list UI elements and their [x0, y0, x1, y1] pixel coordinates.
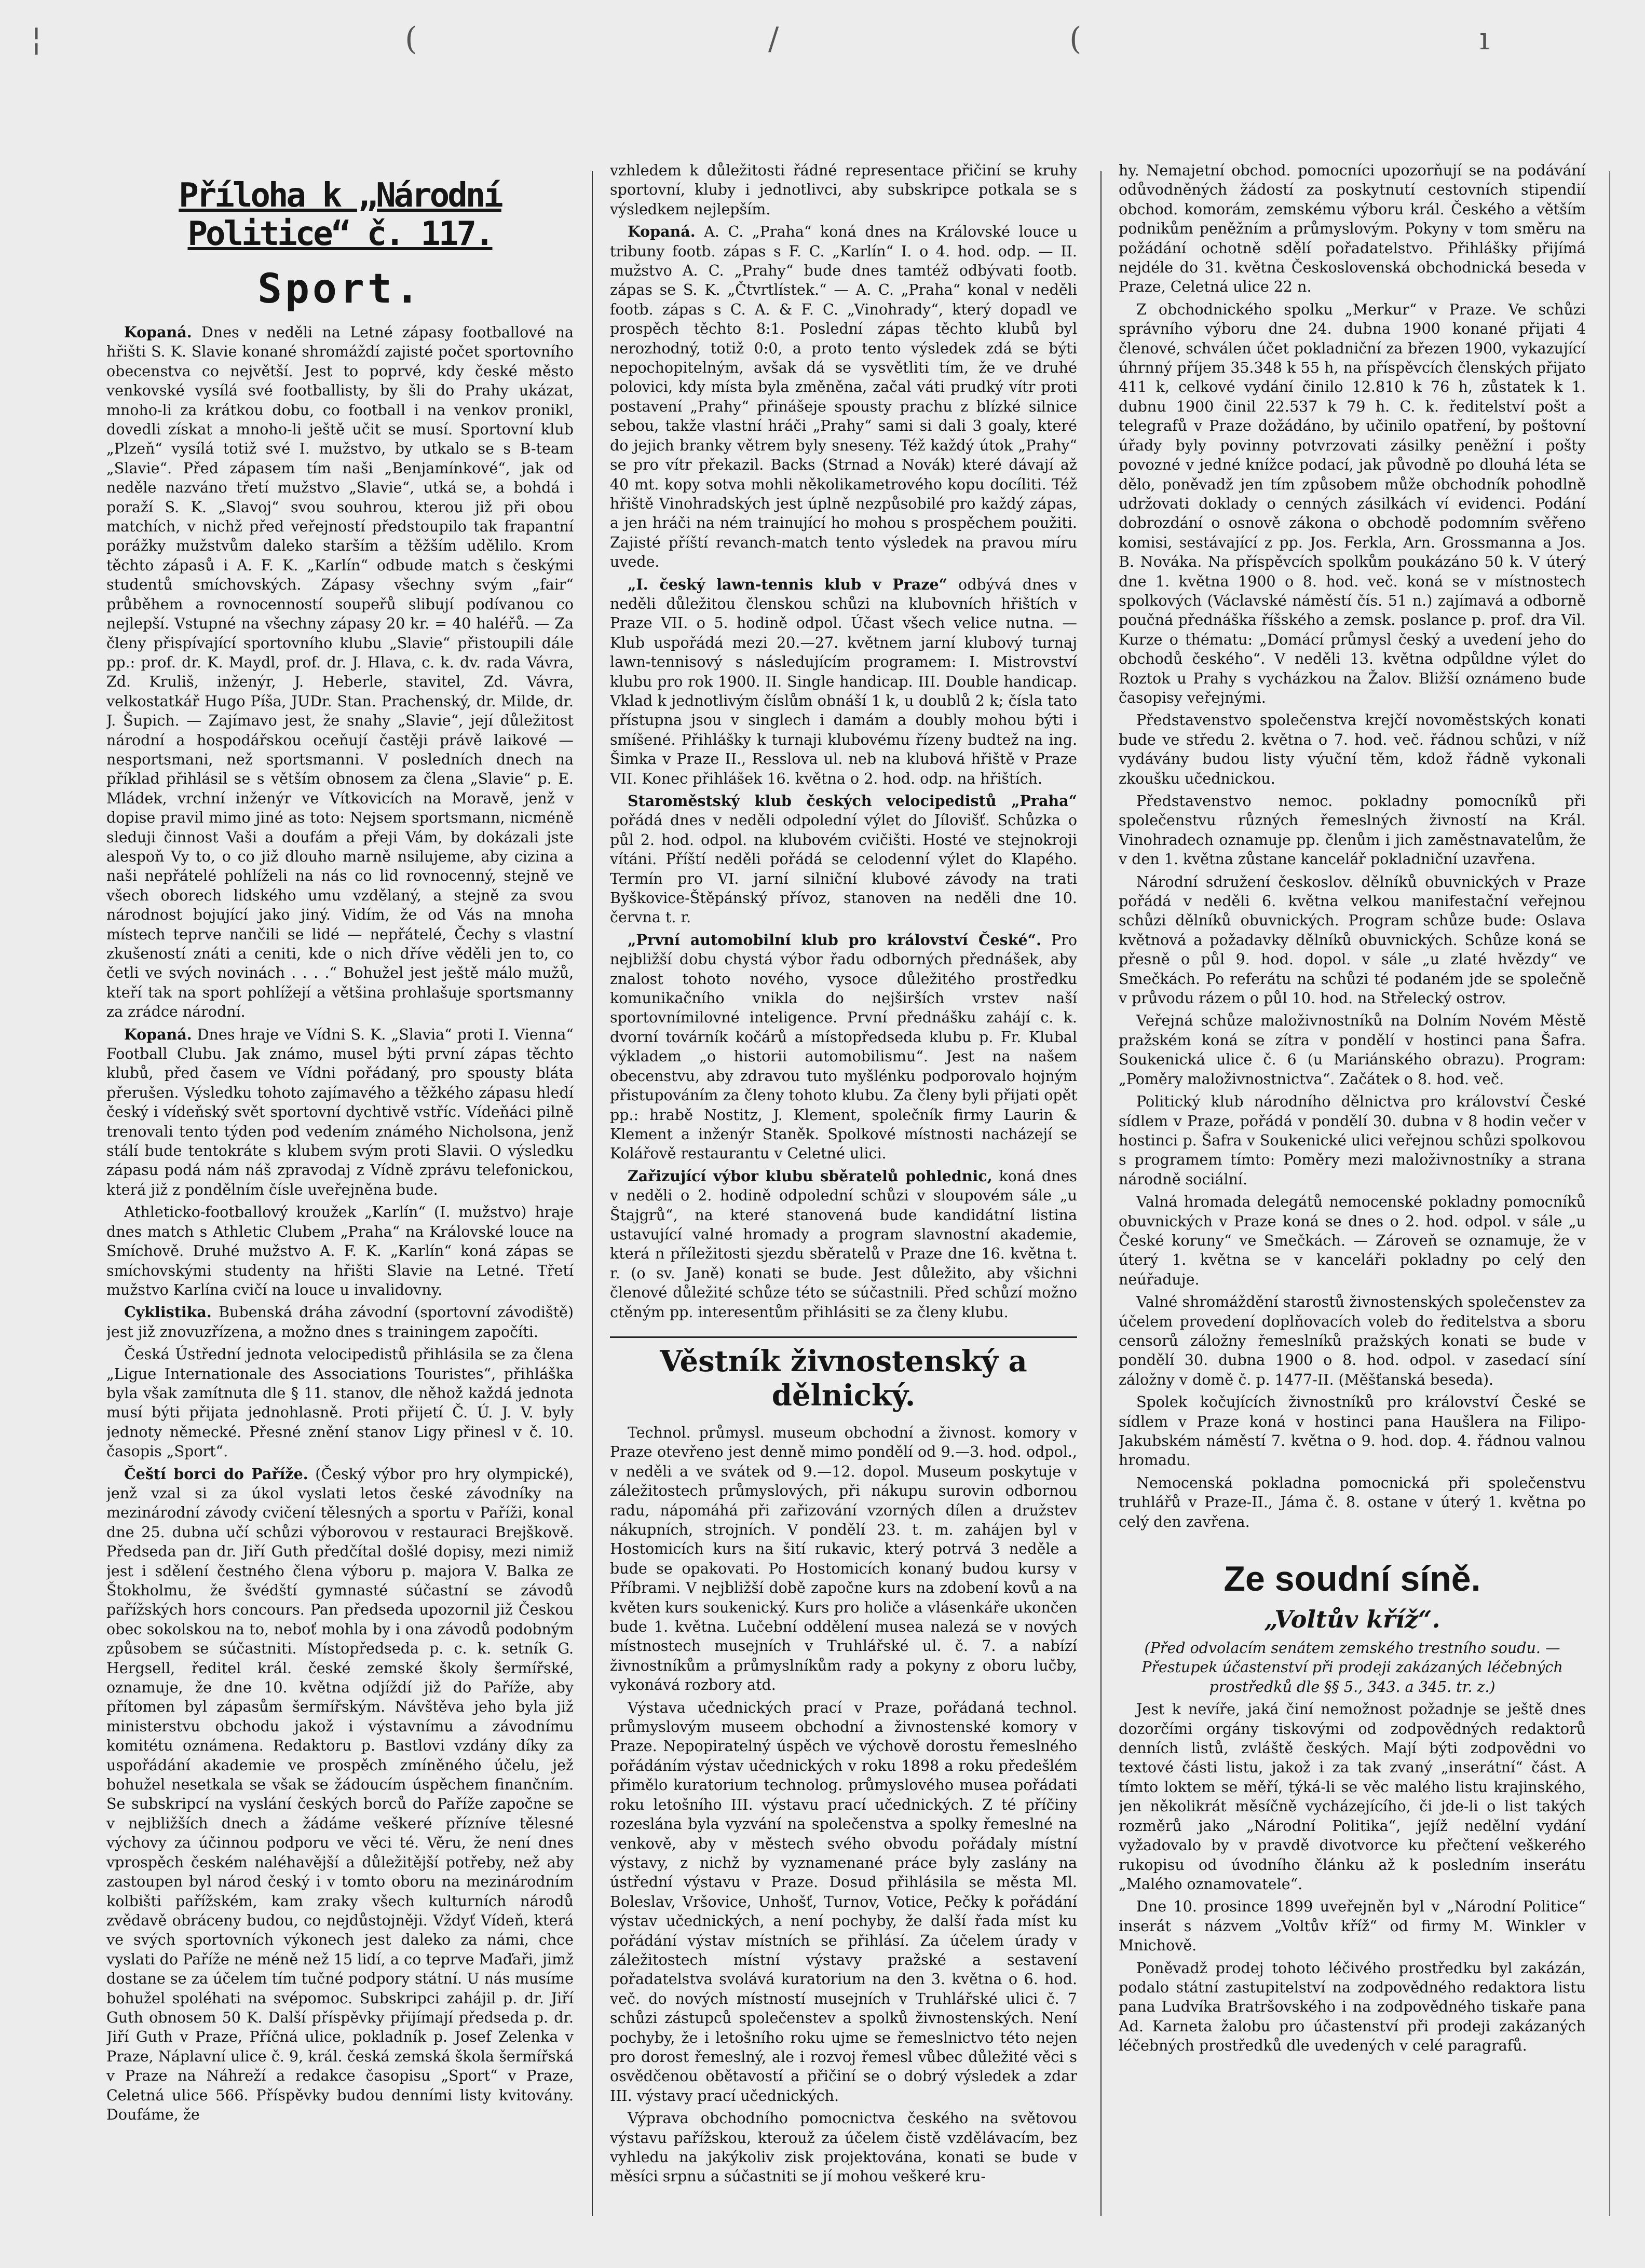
article-paragraph: Čeští borci do Paříže. (Český výbor pro hry olympické), jenž vzal si za úkol vyslati letos české závodníky na mezinárodní závody cvičení tělesných a sportu v Paříži, konal dne 25. dubna učí schůzi výborovou v restauraci Brejškově. Předseda pan dr. Jiří Guth předčítal došlé dopisy, mezi nimiž jest i sdělení čestného člena výboru p. majora V. Balka ze Štokholmu, že švédští gymnasté súčastní se závodů pařížských hors concours. Pan předseda upozornil již Českou obec sokolskou na to, neboť mohla by i ona závodů podobným způsobem se súčastniti. Místopředseda p. c. k. setník G. Hergsell, ředitel král. české zemské školy šermířské, oznamuje, že dne 10. května odjíždí již do Paříže, aby přítomen byl zápasům šermířským. Návštěva jeho byla již ministerstvu obchodu jakož i výstavnímu a závodnímu komitétu oznámena. Redaktoru p. Bastlovi vzdány díky za uspořádání akademie ve prospěch zmíněného účelu, jež bohužel nesetkala se však se žádoucím úspěchem finančním. Se subskripcí na vyslání českých borců do Paříže započne se v nejbližších dnech a žádáme veškeré přízníve tělesné výchovy za účinnou podporu ve věci té. Věru, že není dnes vprospěch českém naléhavější a důležitější potřeby, než aby zastoupen byl národ český i v tomto oboru na mezinárodním kolbišti pařížském, kam zraky všech kulturních národů zvědavě obráceny budou, co nejdůstojněji. Vždyť Vídeň, která ve svých sportovních výkonech jest daleko za námi, chce vyslati do Paříže ne méně než 15 lidí, a co teprve Maďaři, jimž dostane se za účelem tím tučné podpory státní. U nás musíme bohužel spoléhati na svépomoc. Subskripci zahájil p. dr. Jiří Guth obnosem 50 K. Další příspěvky přijímají předseda p. dr. Jiří Guth v Praze, Příčná ulice, pokladník p. Josef Zelenka v Praze, Náplavní ulice č. 9, král. česká zemská škola šermířská v Praze na Náhreží a redakce časopisu „Sport“ v Praze, Celetná ulice 566. Příspěvky budou denními listy kvitovány. Doufáme, že [106, 1465, 574, 2123]
column-2 [610, 161, 1077, 2226]
court-article-title: „Voltův kříž“. [1264, 1605, 1440, 1634]
article-paragraph: Kopaná. A. C. „Praha“ koná dnes na Královské louce u tribuny footb. zápas s F. C. „Karlín“ I. o 4. hod. odp. — II. mužstvo A. C. „Prahy“ bude dnes tamtéž odbývati footb. zápas se S. K. „Čtvrtlístek.“ — A. C. „Praha“ konal v neděli footb. zápas s C. A. & F. C. „Vinohrady“, který dopadl ve prospěch těchto 8:1. Poslední zápas těchto klubů byl nerozhodný, totiž 0:0, a proto tento výsledek zdá se býti nepochopitelným, avšak dá se vysvětliti tím, že ve druhé polovici, kdy místa byla změněna, začal váti prudký vítr proti postavení „Prahy“ přinášeje spousty prachu z blízké silnice sebou, takže vlastní hráči „Prahy“ sami si dali 3 goaly, které do jejich branky větrem byly sneseny. Též každý útok „Prahy“ se pro vítr překazil. Backs (Strnad a Novák) které dávají až 40 mt. kopy sotva mohli několikametrového kopu docíliti. Též hřiště Vinohradských jest úplně nezpůsobilé pro každý zápas, a jen hráči na ném trainující ho mohou s prospěchem použiti. Zajisté příští revanch-match tento výsledek na pravou míru uvede. [610, 223, 1077, 571]
sport-rubric-title: Sport. [257, 266, 423, 312]
column-rule [1100, 171, 1102, 2216]
article-paragraph: Athleticko-footballový kroužek „Karlín“ (I. mužstvo) hraje dnes match s Athletic Clubem „Praha“ na Královské louce na Smíchově. Druhé mužstvo A. F. K. „Karlín“ koná zápas se smíchovskými studenty na hřišti Slavie na Letné. Třetí mužstvo Karlína cvičí na louce u invalidovny. [106, 1204, 574, 1299]
column-rule [592, 171, 593, 2216]
article-paragraph: Politický klub národního dělnictva pro království České sídlem v Praze, pořádá v pondělí 30. dubna v 8 hodin večer v hostinci p. Šafra v Soukenické ulici veřejnou schůzi spolkovou s programem tímto: Poměry mezi maloživnostníky a strana národně sociální. [1119, 1093, 1586, 1188]
article-paragraph: Česká Ústřední jednota velocipedistů přihlásila se za člena „Ligue Internationale des Associations Touristes“, přihláška byla však zamítnuta dle § 11. stanov, dle něhož každá jednota musí býti přijata jednohlasně. Proti přijetí Č. Ú. J. V. byly jednoty německé. Přesné znění stanov Ligy přinesl v č. 10. časopis „Sport“. [106, 1346, 574, 1460]
article-paragraph: Z obchodnického spolku „Merkur“ v Praze. Ve schůzi správního výboru dne 24. dubna 1900 konané přijati 4 členové, schválen účet pokladniční za březen 1900, vykazující úhrnný příjem 35.348 k 55 h, na příspěvcích členských přijato 411 k, celkové vydání činilo 12.810 k 76 h, zůstatek k 1. dubnu 1900 činil 22.537 k 79 h. C. k. ředitelství pošt a telegrafů v Praze dožádáno, by učinilo opatření, by poštovní úřady byly povinny potvrzovati zásilky peněžní i pošty povozné v jedné knížce podací, jak původně po dlouhá léta se dělo, poněvadž jen tím způsobem může obchodník pohodlně udržovati doklady o cenných zásilkách ví evidenci. Podání dobrozdání o osnově zákona o obchodě podomním svěřeno komisi, sestávající z pp. Jos. Ferkla, Arn. Grossmanna a Jos. B. Nováka. Na příspěvcích spolkům poukázáno 50 k. V úterý dne 1. května 1900 o 8. hod. več. koná se v místnostech spolkových (Václavské náměstí čís. 51 n.) zajímavá a odborně poučná přednáška říšského a zemsk. poslance p. prof. dra Vil. Kurze o thématu: „Domácí průmysl český a uvedení jeho do obchodů českého“. V neděli 13. května odpůldne výlet do Roztok u Prahy s vycházkou na Žalov. Bližší oznámeno bude časopisy veřejnými. [1119, 300, 1586, 706]
section-title-court: Ze soudní síně. [1223, 1559, 1481, 1599]
court-article-intro: (Před odvolacím senátem zemského trestního soudu. — Přestupek účastenství při prodeji zakázaných léčebných prostředků dle §§ 5., 343. a 345. tr. z.) [1141, 1639, 1563, 1696]
article-paragraph: Poněvadž prodej tohoto léčivého prostředku byl zakázán, podalo státní zastupitelství na zodpovědného redaktora listu pana Ludvíka Bratršovského i na zodpovědného tiskaře pana Ad. Karneta žalobu pro účastenství při prodeji zakázaných léčebných prostředků dle uvedených v celé paragrafů. [1119, 1959, 1586, 2055]
article-paragraph: vzhledem k důležitosti řádné representace přičiní se kruhy sportovní, kluby i jednotlivci, aby subskripce potkala se s výsledkem nejlepším. [610, 162, 1077, 218]
column-3 [1119, 161, 1586, 2226]
article-paragraph: Veřejná schůze maloživnostníků na Dolním Novém Městě pražském koná se zítra v pondělí v hostinci pana Šafra. Soukenická ulice č. 6 (u Mariánského obrazu). Program: „Poměry maloživnostnictva“. Začátek o 8. hod. več. [1119, 1012, 1586, 1088]
article-paragraph: Jest k nevíře, jaká činí nemožnost požadnje se ještě dnes dozorčími orgány tiskovými od zodpovědných redaktorů denních listů, zvláště českých. Mají býti zodpovědni vo textové části listu, jakož i za tak zvaný „inserátní“ část. A tímto loktem se měří, týká-li se věc malého listu krajinského, jen několikrát měsíčně vycházejícího, či jde-li o list takých rozměrů jako „Národní Politika“, jejíž nedělní vydání vyžadovalo by v pravdě divotvorce ku přečtení veškerého rukopisu od úvodního článku až k posledním inserátu „Malého oznamovatele“. [1119, 1701, 1586, 1893]
article-paragraph: Spolek kočujících živnostníků pro království České se sídlem v Praze koná v hostinci pana Haušlera na Filipo-Jakubském náměstí 7. května o 9. hod. dop. 4. řádnou valnou hromadu. [1119, 1393, 1586, 1469]
supplement-title: Příloha k „Národní Politice“ č. 117. [179, 176, 501, 253]
article-paragraph: „I. český lawn-tennis klub v Praze“ odbývá dnes v neděli důležitou členskou schůzi na klubovních hřištích v Praze VII. o 5. hodině odpol. Účast všech velice nutna. — Klub uspořádá mezi 20.—27. květnem jarní klubový turnaj lawn-tennisový s následujícím programem: I. Mistrovství klubu pro rok 1900. II. Single handicap. III. Double handicap. Vklad k jednotlivým číslům obnáší 1 k, u doublů 2 k; čísla tato přístupna jsou v singlech i damám a doubly mohou býti i smíšené. Přihlášky k turnaji klubovému řízeny budtež na ing. Šimka v Praze II., Resslova ul. neb na klubová hřiště v Praze VII. Konec přihlášek 16. května o 2. hod. odp. na hřištích. [610, 575, 1077, 787]
article-paragraph: Cyklistika. Bubenská dráha závodní (sportovní závodiště) jest již znovuzřízena, a možno dnes s trainingem započíti. [106, 1303, 574, 1341]
article-paragraph: „První automobilní klub pro království České“. Pro nejbližší dobu chystá výbor řadu odborných přednášek, aby znalost tohoto nového, vysoce důležitého prostředku komunikačního vnikla do nejširších vrstev naší sportovnímilovné inteligence. První přednášku zahájí c. k. dvorní továrník kočárů a místopředseda klubu p. Fr. Klubal výkladem „o historii automobilismu“. Jest na našem obecenstvu, aby zdravou tuto myšlénku podporovalo hojným přistupováním za členy tohoto klubu. Za členy byli přijati opět pp.: hrabě Nostitz, J. Klement, společník firmy Laurin & Klement a inženýr Staněk. Spolkové místnosti nacházejí se Kolářově restaurantu v Celetné ulici. [610, 931, 1077, 1163]
article-paragraph: Technol. průmysl. museum obchodní a živnost. komory v Praze otevřeno jest denně mimo pondělí od 9.—3. hod. odpol., v neděli a ve svátek od 9.—12. dopol. Museum poskytuje v záležitostech průmyslových, při nákupu surovin odbornou radu, nápomáhá při zařizování vzorných dílen a družstev nákupních, strojních. V pondělí 23. t. m. zahájen byl v Hostomicích kurs na šití rukavic, který potrvá 3 neděle a bude se opakovati. Po Hostomicích konaný budou kursy v Příbrami. V nejbližší době započne kurs na zdobení kovů a na květen kurs soukenický. Kurs pro holiče a vlásenkáře ukončen bude 1. května. Lučební oddělení musea nalezá se v nových místnostech musejních v Truhlářské ul. č. 7. a nabízí živnostníkům a průmyslníkům rady a pokyny z oboru lučby, vykonává rozbory atd. [610, 1424, 1077, 1694]
article-paragraph: Nemocenská pokladna pomocnická při společenstvu truhlářů v Praze-II., Jáma č. 8. ostane v úterý 1. května po celý den zavřena. [1119, 1474, 1586, 1531]
article-paragraph: Představenstvo nemoc. pokladny pomocníků při společenstvu různých řemeslných živností na Král. Vinohradech oznamuje pp. členům i jich zaměstnavatelům, že v den 1. května zůstane kancelář pokladniční uzavřena. [1119, 793, 1586, 868]
article-paragraph: Valné shromáždění starostů živnostenských společenstev za účelem provedení doplňovacích voleb do ředitelstva a sboru censorů záložny řemeslníků pražských konati se bude v pondělí 30. dubna 1900 o 8. hod. odpol. v zasedací síní záložny v domě č. p. 1477-II. (Měšťanská beseda). [1119, 1293, 1586, 1388]
article-paragraph: Kopaná. Dnes hraje ve Vídni S. K. „Slavia“ proti I. Vienna“ Football Clubu. Jak známo, musel býti první zápas těchto klubů, před časem ve Vídni pořádaný, pro spousty bláta přerušen. Výsledku tohoto zajímavého a těžkého zápasu hledí český i vídeňský svět sportovní dychtivě vstříc. Vídeňáci pilně trenovali tento týden pod vedením známého Nicholsona, jenž stálí bude tentokráte s klubem svým proti Slavii. O výsledku zápasu podá nám náš zpravodaj z Vídně zprávu telefonickou, která již z pondělním čísle uveřejněna bude. [106, 1025, 574, 1198]
article-paragraph: Valná hromada delegátů nemocenské pokladny pomocníků obuvnických v Praze koná se dnes o 2. hod. odpol. v sále „u České koruny“ ve Smečkách. — Zároveň se oznamuje, že v úterý 1. května se v kanceláři pokladny po celý den neúřaduje. [1119, 1193, 1586, 1288]
article-paragraph: Dne 10. prosince 1899 uveřejněn byl v „Národní Politice“ inserát s názvem „Voltův kříž“ od firmy M. Winkler v Mnichově. [1119, 1898, 1586, 1955]
article-paragraph: Národní sdružení českoslov. dělníků obuvnických v Praze pořádá v neděli 6. května velkou manifestační veřejnou schůzi dělníků obuvnických. Program schůze bude: Oslava květnová a požadavky dělníků obuvnických. Schůze koná se přesně o půl 9. hod. dopol. v sále „u zlaté hvězdy“ ve Smečkách. Po referátu na schůzi té podaném jde se společně v průvodu rázem o půl 10. hod. na Střelecký ostrov. [1119, 873, 1586, 1007]
article-paragraph: hy. Nemajetní obchod. pomocníci upozorňují se na podávání odůvodněných žádostí za poskytnutí cestovních stipendií obchod. komorám, zemskému výboru král. Českého a větším podnikům peněžním a průmyslovým. Pokyny v tom směru na požádání ochotně sdělí pořadatelstvo. Přihlášky přijímá nejdéle do 31. května Československá obchodnická beseda v Praze, Celetná ulice 22 n. [1119, 162, 1586, 296]
section-title-trade: Věstník živnostenský a dělnický. [610, 1336, 1077, 1413]
page-edge-rule [1609, 171, 1610, 2216]
newspaper-page [91, 130, 1607, 2226]
article-paragraph: Zařizující výbor klubu sběratelů pohlednic, koná dnes v neděli o 2. hodině odpolední schůzi v sloupovém sále „u Štajgrů“, na které stanovená bude kandidátní listina ustavující valné hromady a program slavnostní akademie, která n příležitosti sjezdu sběratelů v Praze dne 16. května t. r. (o sv. Janě) konati se bude. Jest důležito, aby všichni členové důležité schůze této se súčastnili. Před schůzí možno ctěným pp. interesentům přihlásiti se za členy klubu. [610, 1167, 1077, 1321]
column-1 [106, 161, 574, 2226]
article-paragraph: Představenstvo společenstva krejčí novoměstských konati bude ve středu 2. května o 7. hod. več. řádnou schůzi, v níž vydávány budou listy výuční těm, kdož řádně vykonali zkoušku učednickou. [1119, 712, 1586, 787]
article-paragraph: Výstava učednických prací v Praze, pořádaná technol. průmyslovým museem obchodní a živnostenské komory v Praze. Nepopiratelný úspěch ve výchově dorostu řemeslného pořádáním výstav učednických v roku 1898 a roku předešlém přimělo kuratorium technolog. průmyslového musea pořádati roku letošního III. výstavu prací učednických. Z té příčiny rozeslána byla vyzvání na společenstva a spolky řemeslné na venkově, aby v městech svého obvodu pořádaly místní výstavy, z nichž by vyznamenané práce byly zaslány na ústřední výstavu v Praze. Dosud přihlásila se města Ml. Boleslav, Vršovice, Unhošť, Turnov, Votice, Pečky k pořádání výstav učednických, a není pochyby, že další řada míst ku pořádání výstav místních se přihlásí. Za účelem úrady v záležitostech místní výstavy pražské a sestavení pořadatelstva svolává kuratorium na den 3. května o 6. hod. več. do nových místností musejních v Truhlářské ulici č. 7 schůzi zástupců společenstev a spolků živnostenských. Není pochyby, že i letošního roku ujme se řemeslnictvo této nejen pro dorost řemeslný, ale i rozvoj řemesl vůbec důležité věci s osvědčenou obětavostí a přičiní se o dobrý výsledek a zdar III. výstavy prací učednických. [610, 1699, 1077, 2105]
article-paragraph: Výprava obchodního pomocnictva českého na světovou výstavu pařížskou, kterouž za účelem čistě vzdělávacím, bez vyhledu na jakýkoliv zisk projektována, konati se bude v měsíci srpnu a súčastniti se jí mohou veškeré kru- [610, 2110, 1077, 2185]
article-paragraph: Staroměstský klub českých velocipedistů „Praha“ pořádá dnes v neděli odpolední výlet do Jílovišť. Schůzka o půl 2. hod. odpol. na klubovém cvičišti. Hosté ve stejnokroji vítáni. Příští neděli pořádá se celodenní výlet do Klapého. Termín pro VI. jarní silniční klubové závody na trati Byškovice-Štěpánský přívoz, stanoven na neděli dne 10. června t. r. [610, 792, 1077, 926]
article-paragraph: Kopaná. Dnes v neděli na Letné zápasy footballové na hřišti S. K. Slavie konané shromáždí zajisté počet sportovního obecenstva co největší. Jest to poprvé, kdy české město venkovské vysílá své footballisty, by šli do Prahy ukázat, mnoho-li za krátkou dobu, co football i na venkov pronikl, dovedli získat a mnoho-li ještě učit se musí. Sportovní klub „Plzeň“ vysílá totiž své I. mužstvo, by utkalo se s B-team „Slavie“. Před zápasem tím naši „Benjamínkové“, jak od neděle nazváno třetí mužstvo „Slavie“, utká se, a bohdá i poraží S. K. „Slavoj“ svou souhrou, kterou již při obou matchích, v nichž před veřejností předstoupilo tak frapantní porážky mužstvům daleko starším a těžším udělilo. Krom těchto zápasů i A. F. K. „Karlín“ odbude match s českými studentů smíchovských. Zápasy všechny svým „fair“ průběhem a rovnocenností soupeřů slibují podívanou co nejlepší. Vstupné na všechny zápasy 20 kr. = 40 haléřů. — Za členy přispívající sportovního klubu „Slavie“ přistoupili dále pp.: prof. dr. K. Maydl, prof. dr. J. Hlava, c. k. dv. rada Vávra, Zd. Kruliš, inženýr, J. Heberle, stavitel, Zd. Vávra, velkostatkář Hugo Píša, JUDr. Stan. Prachenský, dr. Milde, dr. J. Šupich. — Zajímavo jest, že snahy „Slavie“, její důležitost národní a hospodářskou oceňují častěji právě laikové — nesportsmani, než sportsmanni. V posledních dnech na příklad přihlásil se s větším obnosem za člena „Slavie“ p. E. Mládek, vrchní inženýr ve Vítkovicích na Moravě, jenž v dopise pravil mimo jiné as toto: Nejsem sportsmann, nicméně sleduji činnost Vaši a doufám a přeji Vám, by dokázali jste alespoň Vy to, o co již dlouho marně nsilujeme, aby cizina a naši nepřátelé pohlíželi na nás co lid rovnocenný, stejně ve všech oborech lidského umu vzdělaný, a stejně za svou národnost bojující jako jiný. Vidím, že od Vás na mnoha místech teprve nančili se lidé — nepřátelé, Čechy s vlastní zkušeností znáti a ceniti, kde o nich dříve věděli jen to, co četli ve svých novinách . . . .“ Bohužel jest ještě málo mužů, kteří tak na sport pohlížejí a většina prohlašuje sportsmanny za zrádce národní. [106, 323, 574, 1021]
